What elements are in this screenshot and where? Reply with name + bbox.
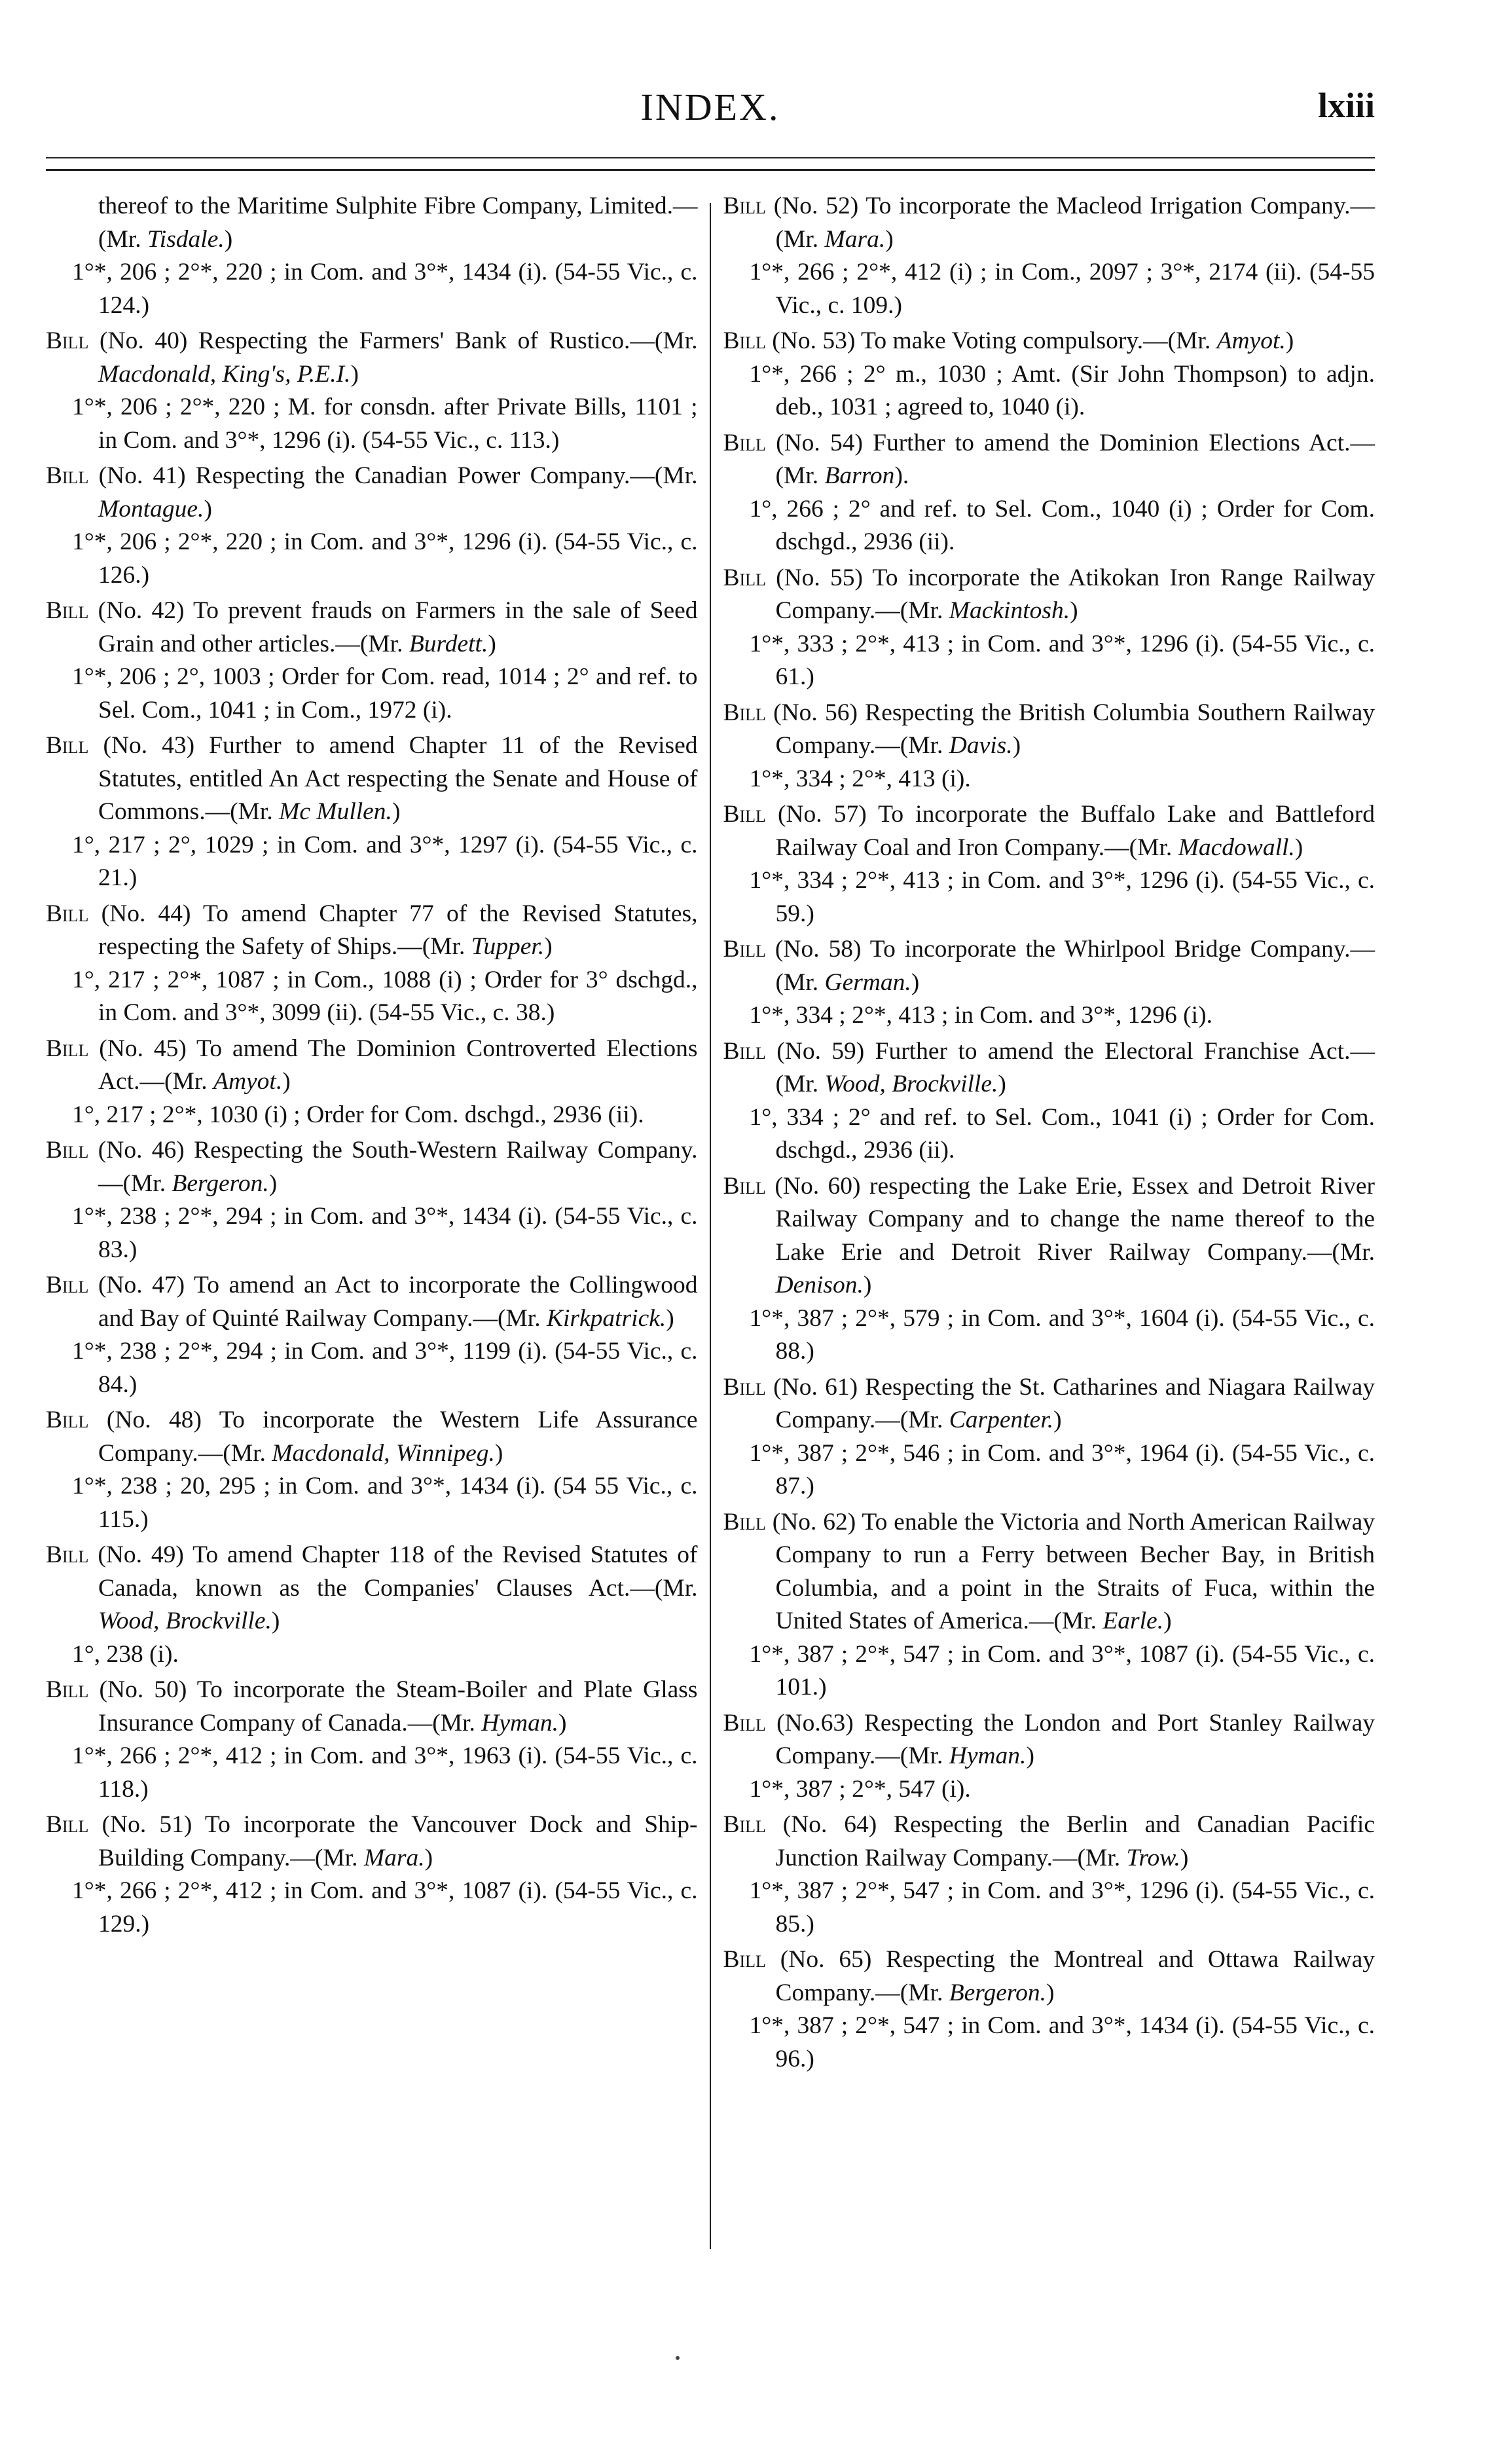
entry-proceedings: 1°*, 387 ; 2°*, 547 ; in Com. and 3°*, 1087 (i). (54-55 Vic., c. 101.) (749, 1640, 1375, 1701)
member-name: Mc Mullen. (279, 798, 392, 825)
right-column (711, 190, 1375, 2249)
entry-title (46, 1134, 698, 1200)
entry-proceedings: 1°*, 238 ; 2°*, 294 ; in Com. and 3°*, 1199 (i). (54-55 Vic., c. 84.) (72, 1338, 698, 1398)
entry-title-text: (No. 57) To incorporate the Buffalo Lake and Battleford Railway Coal and Iron Company.—(Mr. (765, 801, 1375, 861)
entry-title-end: ) (863, 1272, 872, 1298)
entry-title-text: (No. 41) Respecting the Canadian Power Company.—(Mr. (88, 462, 698, 489)
member-name: Bergeron. (949, 1979, 1046, 2006)
entry-title-end: ) (666, 1304, 674, 1332)
entry-title (723, 1035, 1375, 1101)
entry-prefix: Bill (46, 1035, 89, 1062)
left-column (46, 190, 710, 2249)
index-entry (46, 1539, 698, 1671)
member-name: Barron (824, 462, 895, 489)
entry-prefix: Bill (46, 1407, 89, 1433)
index-entry (46, 1404, 698, 1536)
entry-title (723, 562, 1375, 628)
entry-proceedings: 1°*, 206 ; 2°*, 220 ; M. for consdn. after Private Bills, 1101 ; in Com. and 3°*, 1296 (i). (54-55 Vic., c. 113.) (72, 394, 698, 454)
entry-title (46, 1033, 698, 1099)
entry-proceedings: 1°*, 206 ; 2°*, 220 ; in Com. and 3°*, 1434 (i). (54-55 Vic., c. 124.) (72, 259, 698, 319)
entry-title-end: ) (1180, 1844, 1189, 1871)
member-name: Macdonald, Winnipeg. (272, 1439, 495, 1467)
entry-title (46, 1674, 698, 1740)
member-name: Wood, Brockville. (98, 1608, 272, 1634)
entry-proceedings: 1°, 238 (i). (72, 1640, 179, 1668)
entry-title (46, 190, 698, 256)
index-entry (46, 1269, 698, 1401)
entry-prefix: Bill (723, 1811, 766, 1838)
entry-prefix: Bill (723, 1037, 766, 1065)
entry-title-text: (No. 62) To enable the Victoria and North American Railway Company to run a Ferry between Becher Bay, in British Columbia, and a point in the Straits of Fuca, within the United States of America.—(Mr. (765, 1508, 1375, 1634)
entry-proceedings: 1°*, 266 ; 2°*, 412 ; in Com. and 3°*, 1963 (i). (54-55 Vic., c. 118.) (72, 1742, 698, 1803)
index-entry (46, 595, 698, 727)
entry-proceedings: 1°*, 334 ; 2°*, 413 (i). (749, 765, 971, 792)
entry-title (46, 1809, 698, 1875)
index-entry (46, 898, 698, 1030)
entry-prefix: Bill (46, 1137, 89, 1164)
index-entry (46, 190, 698, 322)
index-entry (723, 427, 1375, 559)
index-entry (723, 798, 1375, 930)
index-entry (46, 1809, 698, 1941)
entry-prefix: Bill (723, 699, 766, 726)
entry-title-text: (No. 65) Respecting the Montreal and Ottawa Railway Company.—(Mr. (765, 1946, 1375, 2006)
member-name: Denison. (775, 1272, 864, 1298)
entry-title-end: ) (424, 1844, 433, 1871)
entry-title (46, 325, 698, 391)
index-columns (46, 190, 1375, 2249)
entry-proceedings: 1°, 266 ; 2° and ref. to Sel. Com., 1040 (i) ; Order for Com. dschgd., 2936 (ii). (749, 495, 1375, 555)
entry-title-end: ) (488, 630, 496, 657)
entry-title (723, 933, 1375, 999)
entry-title-text: (No. 50) To incorporate the Steam-Boiler and Plate Glass Insurance Company of Canada.—(Mr. (88, 1676, 698, 1737)
member-name: Mara. (824, 225, 886, 253)
entry-proceedings: 1°*, 334 ; 2°*, 413 ; in Com. and 3°*, 1296 (i). (749, 1002, 1212, 1029)
member-name: German. (824, 968, 911, 996)
member-name: Macdowall. (1178, 834, 1295, 861)
entry-prefix: Bill (46, 1811, 89, 1838)
entry-title-text: (No. 53) To make Voting compulsory.—(Mr. (765, 327, 1217, 354)
entry-proceedings: 1°, 334 ; 2° and ref. to Sel. Com., 1041 (i) ; Order for Com. dschgd., 2936 (ii). (749, 1103, 1375, 1164)
entry-prefix: Bill (46, 1676, 89, 1703)
entry-title (723, 697, 1375, 763)
entry-proceedings: 1°*, 266 ; 2°*, 412 (i) ; in Com., 2097 ; 3°*, 2174 (ii). (54-55 Vic., c. 109.) (749, 259, 1375, 319)
entry-title-text: (No. 40) Respecting the Farmers' Bank of Rustico.—(Mr. (88, 327, 698, 354)
index-entry (723, 1506, 1375, 1704)
member-name: Hyman. (481, 1709, 558, 1737)
entry-title-text: thereof to the Maritime Sulphite Fibre Company, Limited.—(Mr. (98, 193, 698, 253)
entry-title-end: ) (271, 1608, 280, 1634)
entry-prefix: Bill (723, 1508, 766, 1535)
entry-title-text: (No. 54) Further to amend the Dominion Elections Act.—(Mr. (765, 429, 1375, 489)
entry-prefix: Bill (723, 564, 766, 591)
entry-title (46, 460, 698, 526)
entry-prefix: Bill (46, 1541, 89, 1568)
member-name: Mackintosh. (949, 597, 1070, 624)
index-entry (723, 1371, 1375, 1503)
index-entry (723, 562, 1375, 694)
index-entry (723, 1707, 1375, 1807)
page-title: INDEX. (640, 86, 780, 128)
index-entry (723, 190, 1375, 322)
index-entry (46, 729, 698, 895)
entry-prefix: Bill (723, 1709, 766, 1737)
entry-proceedings: 1°*, 387 ; 2°*, 547 ; in Com. and 3°*, 1296 (i). (54-55 Vic., c. 85.) (749, 1877, 1375, 1938)
entry-title (46, 898, 698, 964)
entry-title (723, 1943, 1375, 2010)
entry-title-end: ) (544, 933, 553, 960)
entry-proceedings: 1°*, 238 ; 20, 295 ; in Com. and 3°*, 1434 (i). (54 55 Vic., c. 115.) (72, 1473, 698, 1533)
entry-proceedings: 1°*, 387 ; 2°*, 547 ; in Com. and 3°*, 1434 (i). (54-55 Vic., c. 96.) (749, 2012, 1375, 2072)
entry-prefix: Bill (46, 732, 89, 759)
entry-proceedings: 1°*, 266 ; 2° m., 1030 ; Amt. (Sir John Thompson) to adjn. deb., 1031 ; agreed to, 1040 (i). (749, 360, 1375, 420)
member-name: Davis. (949, 732, 1013, 759)
member-name: Macdonald, King's, P.E.I. (98, 360, 351, 388)
entry-title (46, 1404, 698, 1470)
entry-prefix: Bill (46, 597, 89, 624)
index-entry (46, 1033, 698, 1132)
entry-title-text: (No. 49) To amend Chapter 118 of the Revised Statutes of Canada, known as the Companies' Clauses Act.—(Mr. (88, 1541, 698, 1602)
entry-title (46, 729, 698, 829)
entry-title (723, 798, 1375, 864)
index-entry (46, 1134, 698, 1266)
entry-title-end: ) (911, 968, 920, 996)
entry-title-end: ) (998, 1071, 1006, 1097)
entry-title (723, 1809, 1375, 1875)
index-entry (46, 1674, 698, 1806)
entry-proceedings: 1°*, 387 ; 2°*, 546 ; in Com. and 3°*, 1964 (i). (54-55 Vic., c. 87.) (749, 1439, 1375, 1499)
entry-title-text: (No. 60) respecting the Lake Erie, Essex and Detroit River Railway Company and to change the name thereof to the Lake Erie and Detroit River Railway Company.—(Mr. (765, 1172, 1375, 1266)
entry-title-end: ) (1046, 1979, 1055, 2006)
member-name: Amyot. (1216, 327, 1286, 354)
member-name: Bergeron. (172, 1169, 269, 1197)
index-entry (723, 1035, 1375, 1168)
index-entry (46, 325, 698, 457)
entry-title-end: ) (204, 495, 212, 523)
entry-title (46, 1269, 698, 1335)
entry-title-text: (No. 56) Respecting the British Columbia Southern Railway Company.—(Mr. (765, 699, 1375, 759)
entry-title-text: (No. 44) To amend Chapter 77 of the Revised Statutes, respecting the Safety of Ships.—(Mr. (88, 900, 698, 960)
entry-title (723, 1506, 1375, 1638)
member-name: Tupper. (471, 933, 545, 960)
entry-title (46, 595, 698, 661)
entry-proceedings: 1°*, 333 ; 2°*, 413 ; in Com. and 3°*, 1296 (i). (54-55 Vic., c. 61.) (749, 630, 1375, 690)
entry-title (723, 325, 1375, 358)
entry-title-text: (No. 61) Respecting the St. Catharines and Niagara Railway Company.—(Mr. (765, 1373, 1375, 1433)
entry-title-end: ) (1163, 1608, 1172, 1634)
entry-title (723, 1371, 1375, 1437)
entry-title-text: (No.63) Respecting the London and Port Stanley Railway Company.—(Mr. (765, 1709, 1375, 1769)
entry-title-end: ). (894, 462, 909, 489)
entry-title-text: (No. 48) To incorporate the Western Life Assurance Company.—(Mr. (88, 1407, 698, 1467)
entry-proceedings: 1°*, 238 ; 2°*, 294 ; in Com. and 3°*, 1434 (i). (54-55 Vic., c. 83.) (72, 1203, 698, 1263)
entry-title-end: ) (268, 1169, 278, 1197)
entry-prefix: Bill (723, 1946, 766, 1973)
entry-title-end: ) (392, 798, 401, 825)
entry-title-text: (No. 46) Respecting the South-Western Railway Company.—(Mr. (88, 1137, 698, 1197)
entry-proceedings: 1°, 217 ; 2°*, 1087 ; in Com., 1088 (i) ; Order for 3° dschgd., in Com. and 3°*, 3099 (ii). (54-55 Vic., c. 38.) (72, 966, 698, 1026)
entry-title-end: ) (1026, 1742, 1034, 1769)
entry-prefix: Bill (723, 429, 766, 456)
entry-title-end: ) (1012, 732, 1021, 759)
entry-title (723, 427, 1375, 493)
entry-proceedings: 1°, 217 ; 2°, 1029 ; in Com. and 3°*, 1297 (i). (54-55 Vic., c. 21.) (72, 831, 698, 891)
member-name: Montague. (98, 495, 204, 523)
entry-title-end: ) (1294, 834, 1303, 861)
entry-proceedings: 1°*, 206 ; 2°, 1003 ; Order for Com. read, 1014 ; 2° and ref. to Sel. Com., 1041 ; in Com., 1972 (i). (72, 663, 698, 724)
entry-title-text: (No. 42) To prevent frauds on Farmers in the sale of Seed Grain and other articles.—(Mr. (88, 597, 698, 657)
entry-proceedings: 1°*, 387 ; 2°*, 579 ; in Com. and 3°*, 1604 (i). (54-55 Vic., c. 88.) (749, 1304, 1375, 1365)
page-number: lxiii (1317, 86, 1375, 125)
index-entry (723, 697, 1375, 796)
index-entry (723, 1170, 1375, 1369)
member-name: Tisdale. (147, 225, 225, 253)
entry-prefix: Bill (46, 1272, 89, 1298)
entry-title-text: (No. 43) Further to amend Chapter 11 of the Revised Statutes, entitled An Act respecting the Senate and House of Commons.—(Mr. (88, 732, 698, 825)
entry-prefix: Bill (723, 327, 766, 354)
entry-title-text: (No. 59) Further to amend the Electoral Franchise Act.—(Mr. (765, 1037, 1375, 1097)
entry-title-end: ) (1285, 327, 1294, 354)
entry-proceedings: 1°*, 334 ; 2°*, 413 ; in Com. and 3°*, 1296 (i). (54-55 Vic., c. 59.) (749, 867, 1375, 927)
index-entry (723, 1809, 1375, 1941)
entry-title-end: ) (282, 1068, 291, 1095)
entry-title-end: ) (1070, 597, 1078, 624)
entry-title-end: ) (1053, 1407, 1062, 1433)
entry-prefix: Bill (723, 1373, 766, 1401)
member-name: Burdett. (409, 630, 488, 657)
member-name: Mara. (363, 1844, 425, 1871)
entry-title (46, 1539, 698, 1638)
entry-proceedings: 1°*, 387 ; 2°*, 547 (i). (749, 1775, 971, 1803)
entry-proceedings: 1°*, 206 ; 2°*, 220 ; in Com. and 3°*, 1296 (i). (54-55 Vic., c. 126.) (72, 528, 698, 589)
entry-title-text: (No. 47) To amend an Act to incorporate the Collingwood and Bay of Quinté Railway Company.—(Mr. (88, 1272, 698, 1332)
index-entry (723, 1943, 1375, 2076)
entry-title-text: (No. 51) To incorporate the Vancouver Dock and Ship-Building Company.—(Mr. (88, 1811, 698, 1871)
entry-prefix: Bill (46, 462, 89, 489)
page-speck (676, 2356, 680, 2360)
index-entry (46, 460, 698, 592)
entry-prefix: Bill (723, 936, 766, 963)
entry-title-end: ) (885, 225, 894, 253)
entry-title-end: ) (558, 1709, 567, 1737)
member-name: Earle. (1102, 1608, 1164, 1634)
entry-prefix: Bill (723, 1172, 766, 1200)
member-name: Wood, Brockville. (824, 1071, 998, 1097)
member-name: Trow. (1126, 1844, 1180, 1871)
entry-title-end: ) (494, 1439, 503, 1467)
entry-prefix: Bill (46, 900, 89, 927)
index-entry (723, 933, 1375, 1033)
entry-proceedings: 1°*, 266 ; 2°*, 412 ; in Com. and 3°*, 1087 (i). (54-55 Vic., c. 129.) (72, 1877, 698, 1938)
entry-title-text: (No. 58) To incorporate the Whirlpool Bridge Company.—(Mr. (765, 936, 1375, 996)
member-name: Carpenter. (949, 1407, 1054, 1433)
index-entry (723, 325, 1375, 424)
entry-title (723, 190, 1375, 256)
entry-title-text: (No. 55) To incorporate the Atikokan Iron Range Railway Company.—(Mr. (765, 564, 1375, 624)
entry-prefix: Bill (723, 193, 766, 219)
entry-prefix: Bill (46, 327, 89, 354)
entry-title-text: (No. 64) Respecting the Berlin and Canadian Pacific Junction Railway Company.—(Mr. (765, 1811, 1375, 1871)
entry-prefix: Bill (723, 801, 766, 828)
entry-title-end: ) (224, 225, 233, 253)
entry-title (723, 1707, 1375, 1773)
member-name: Kirkpatrick. (546, 1304, 666, 1332)
header-rule (46, 157, 1375, 171)
page-header (46, 65, 1375, 138)
entry-title (723, 1170, 1375, 1302)
member-name: Hyman. (949, 1742, 1027, 1769)
entry-title-text: (No. 52) To incorporate the Macleod Irrigation Company.—(Mr. (765, 193, 1375, 253)
member-name: Amyot. (213, 1068, 283, 1095)
entry-title-text: (No. 45) To amend The Dominion Controverted Elections Act.—(Mr. (88, 1035, 698, 1095)
entry-title-end: ) (350, 360, 359, 388)
entry-proceedings: 1°, 217 ; 2°*, 1030 (i) ; Order for Com. dschgd., 2936 (ii). (72, 1101, 644, 1128)
